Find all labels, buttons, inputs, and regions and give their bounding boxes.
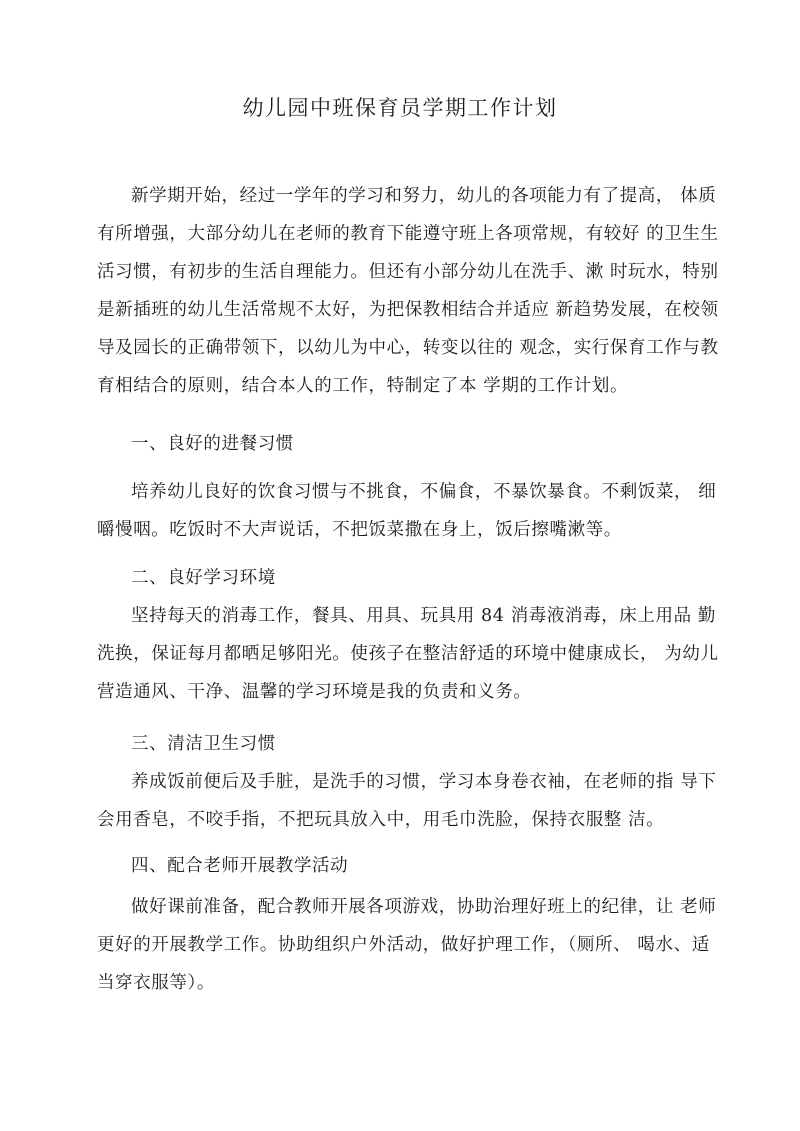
section-heading-1: 一、良好的进餐习惯 [131,434,294,454]
section-4-line-2: 更好的开展教学工作。协助组织户外活动，做好护理工作，（厕所、 喝水、适 [97,935,710,955]
intro-line-6: 育相结合的原则，结合本人的工作，特制定了本 学期的工作计划。 [97,376,629,396]
section-1-line-1: 培养幼儿良好的饮食习惯与不挑食，不偏食，不暴饮暴食。不剩饭菜， 细 [131,482,717,502]
section-3-line-2: 会用香皂，不咬手指，不把玩具放入中，用毛巾洗脸，保持衣服整 洁。 [97,810,665,830]
intro-line-2: 有所增强，大部分幼儿在老师的教育下能遵守班上各项常规，有较好 的卫生生 [97,224,719,244]
section-heading-4: 四、配合老师开展教学活动 [131,856,349,876]
intro-line-5: 导及园长的正确带领下，以幼儿为中心，转变以往的 观念，实行保育工作与教 [97,338,719,358]
section-1-line-2: 嚼慢咽。吃饭时不大声说话，不把饭菜撒在身上，饭后擦嘴漱等。 [97,520,622,540]
section-3-line-1: 养成饭前便后及手脏，是洗手的习惯，学习本身卷衣袖，在老师的指 导下 [131,772,717,792]
section-4-line-3: 当穿衣服等）。 [97,973,215,993]
section-4-line-1: 做好课前准备，配合教师开展各项游戏，协助治理好班上的纪律，让 老师 [131,897,717,917]
section-heading-2: 二、良好学习环境 [131,568,276,588]
section-heading-3: 三、清洁卫生习惯 [131,734,276,754]
section-2-line-1: 坚持每天的消毒工作，餐具、用具、玩具用 84 消毒液消毒，床上用品 勤 [131,606,716,626]
intro-line-4: 是新插班的幼儿生活常规不太好，为把保教相结合并适应 新趋势发展，在校领 [97,300,719,320]
intro-line-1: 新学期开始，经过一学年的学习和努力，幼儿的各项能力有了提高， 体质 [131,186,717,206]
section-2-line-2: 洗换，保证每月都晒足够阳光。使孩子在整洁舒适的环境中健康成长， 为幼儿 [97,644,719,664]
document-title: 幼儿园中班保育员学期工作计划 [242,96,558,120]
intro-line-3: 活习惯，有初步的生活自理能力。但还有小部分幼儿在洗手、漱 时玩水，特别 [97,262,719,282]
section-2-line-3: 营造通风、干净、温馨的学习环境是我的负责和义务。 [97,682,532,702]
